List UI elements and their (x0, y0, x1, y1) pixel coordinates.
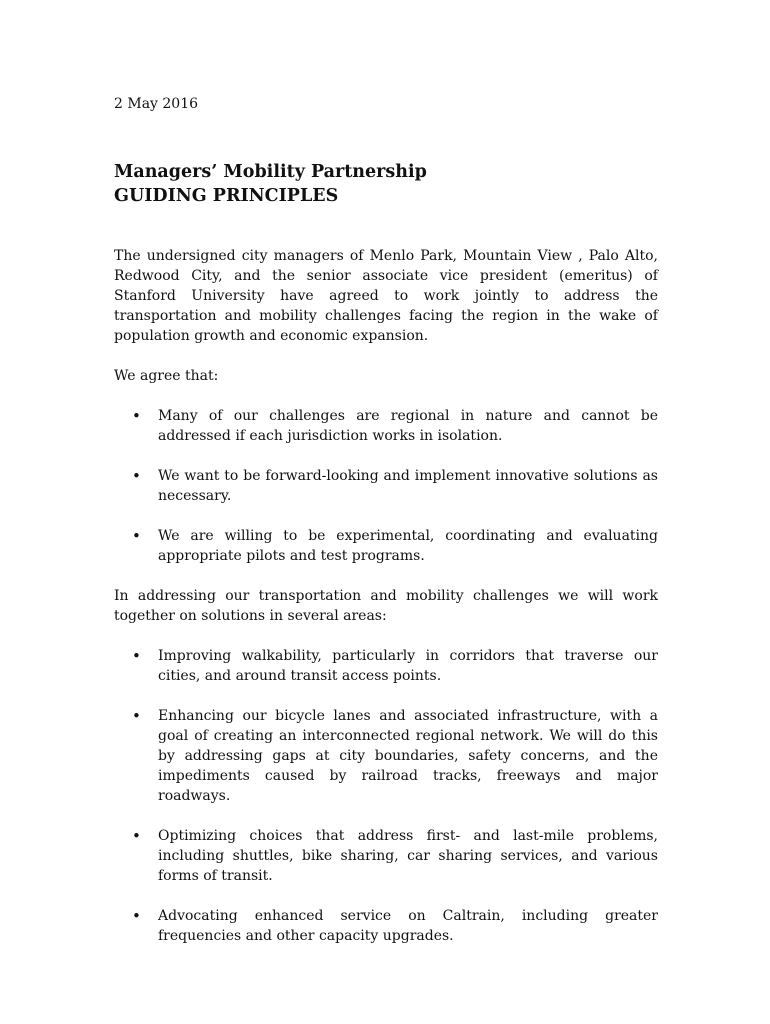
list-item (114, 646, 658, 686)
document-title: Managers’ Mobility Partnership (114, 162, 427, 182)
document-subtitle: GUIDING PRINCIPLES (114, 186, 339, 206)
list-item-text: Optimizing choices that address first- and last-mile problems, including shuttles, bike sharing, car sharing services, and various forms of transit. (158, 828, 658, 884)
bullet-icon: • (132, 827, 141, 845)
list-item (114, 826, 658, 886)
list-item-text: Enhancing our bicycle lanes and associated infrastructure, with a goal of creating an interconnected regional network. We will do this by addressing gaps at city boundaries, safety concerns, and the impediments caused by railroad tracks, freeways and major roadways. (158, 708, 658, 804)
areas-lead: In addressing our transportation and mobility challenges we will work together on solutions in several areas: (114, 588, 658, 624)
list-item-text: Improving walkability, particularly in corridors that traverse our cities, and around transit access points. (158, 648, 658, 684)
agreements-list (114, 406, 658, 566)
bullet-icon: • (132, 467, 141, 485)
agree-lead: We agree that: (114, 368, 219, 384)
list-item-text: Many of our challenges are regional in nature and cannot be addressed if each jurisdiction works in isolation. (158, 408, 658, 444)
list-item (114, 466, 658, 506)
list-item-text: We want to be forward-looking and implement innovative solutions as necessary. (158, 468, 658, 504)
document-page (114, 94, 658, 946)
list-item-text: We are willing to be experimental, coordinating and evaluating appropriate pilots and test programs. (158, 528, 658, 564)
bullet-icon: • (132, 647, 141, 665)
bullet-icon: • (132, 527, 141, 545)
list-item (114, 526, 658, 566)
bullet-icon: • (132, 707, 141, 725)
list-item (114, 906, 658, 946)
areas-list (114, 646, 658, 946)
list-item (114, 706, 658, 806)
list-item-text: Advocating enhanced service on Caltrain, including greater frequencies and other capacity upgrades. (158, 908, 658, 944)
document-date: 2 May 2016 (114, 96, 199, 112)
list-item (114, 406, 658, 446)
bullet-icon: • (132, 407, 141, 425)
intro-paragraph: The undersigned city managers of Menlo Park, Mountain View , Palo Alto, Redwood City, and the senior associate vice president (emeritus) of Stanford University have agreed to work jointly to address the transportation and mobility challenges facing the region in the wake of population growth and economic expansion. (114, 248, 658, 344)
title-block (114, 160, 658, 208)
bullet-icon: • (132, 907, 141, 925)
